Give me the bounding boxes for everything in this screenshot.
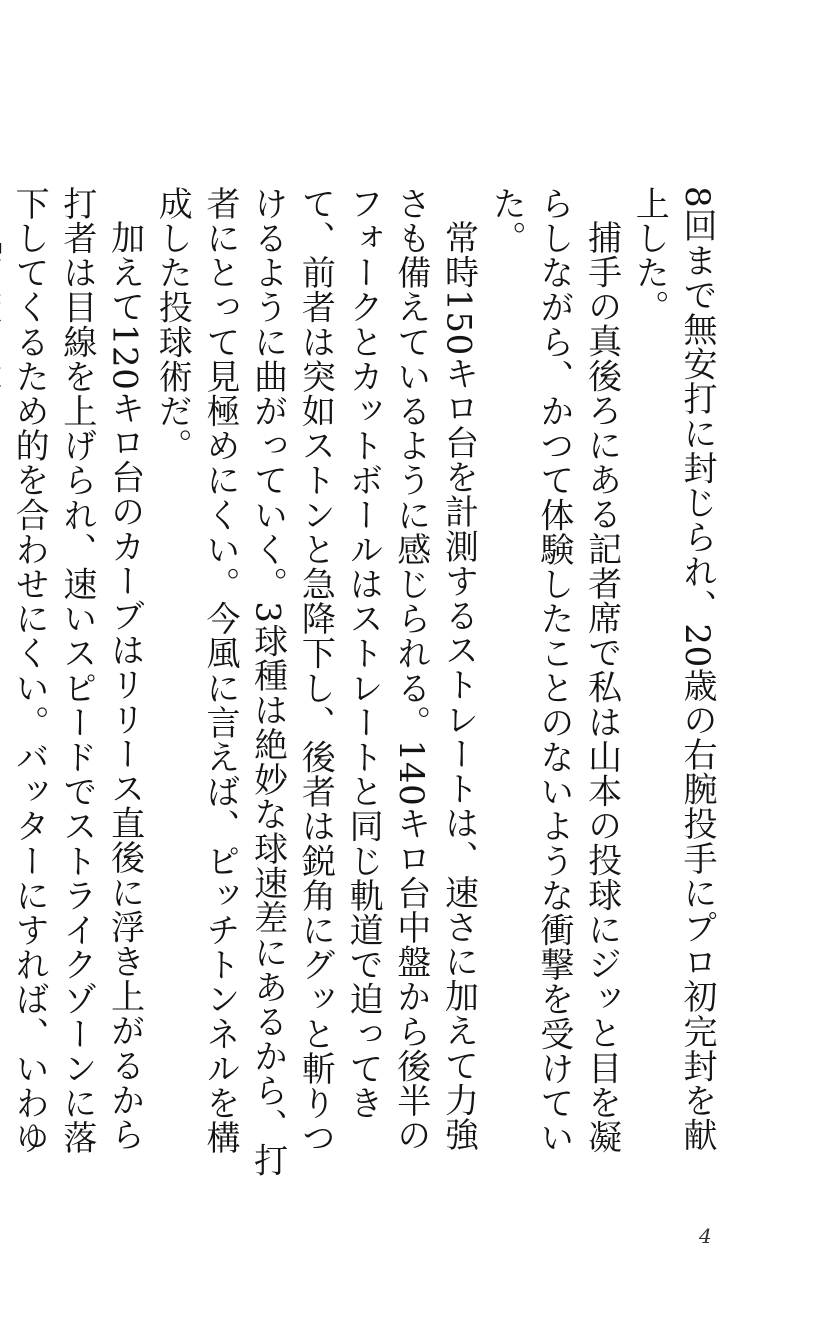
body-text [0,186,720,1186]
paragraph-3: 常時150キロ台を計測するストレートは、速さに加えて力強さも備えているように感じられる。140キロ台中盤から後半のフォークとカットボールはストレートと同じ軌道で迫ってきて、前者は突如ストンと急降下し、後者は鋭角にグッと斬りつけるように曲がっていく。3球種は絶妙な球速差にあるから、打者にとって見極めにくい。今風に言えば、ピッチトンネルを構成した投球術だ。 [152,186,479,1178]
paragraph-2: 捕手の真後ろにある記者席で私は山本の投球にジッと目を凝らしながら、かつて体験したことのないような衝撃を受けていた。 [486,186,622,1155]
paragraph-4: 加えて120キロ台のカーブはリリース直後に浮き上がるから打者は目線を上げられ、速いスピードでストライクゾーンに落下してくるため的を合わせにくい。バッターにすれば、いわゆ [9,186,145,1155]
page-number: 4 [699,1224,712,1248]
paragraph-1: 8回まで無安打に封じられ、20歳の右腕投手にプロ初完封を献上した。 [629,186,717,1153]
